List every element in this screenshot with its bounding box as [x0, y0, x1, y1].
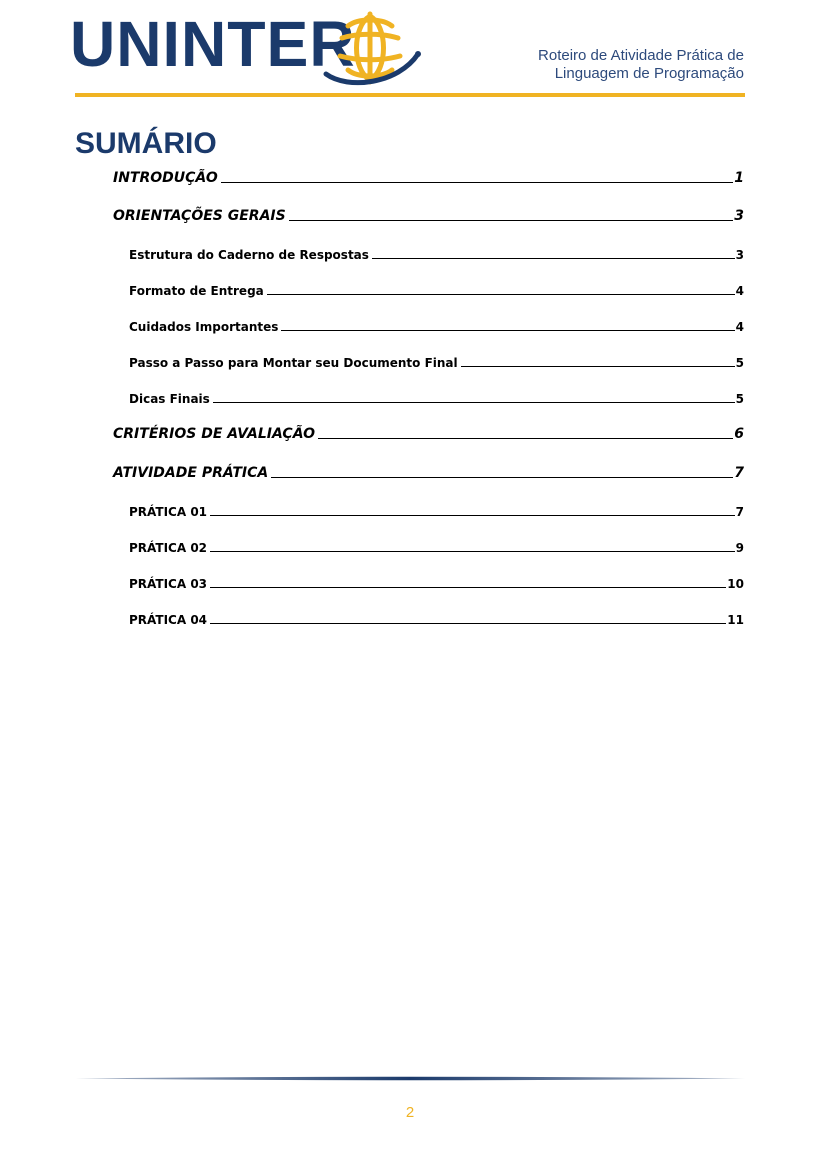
toc-leader-line — [210, 622, 726, 624]
toc-entry-label: PRÁTICA 01 — [129, 505, 208, 519]
toc-entry-label: CRITÉRIOS DE AVALIAÇÃO — [113, 426, 316, 442]
toc-entry-label: ORIENTAÇÕES GERAIS — [113, 208, 286, 224]
header-divider — [75, 93, 745, 97]
toc-entry-label: Formato de Entrega — [129, 284, 264, 298]
toc-leader-line — [213, 401, 735, 403]
toc-entry-page: 7 — [735, 505, 744, 519]
toc-entry-estrutura-caderno[interactable] — [129, 248, 744, 262]
globe-grid-icon — [318, 8, 422, 88]
toc-entry-page: 7 — [734, 465, 744, 481]
toc-leader-line — [289, 219, 734, 221]
document-title — [538, 47, 744, 83]
toc-entry-atividade-pratica[interactable] — [113, 465, 744, 481]
toc-entry-page: 3 — [735, 248, 744, 262]
toc-leader-line — [271, 476, 733, 478]
toc-entry-pratica-01[interactable] — [129, 505, 744, 519]
toc-leader-line — [221, 181, 734, 183]
toc-leader-line — [267, 293, 735, 295]
toc-entry-pratica-03[interactable] — [129, 577, 744, 591]
toc-entry-cuidados-importantes[interactable] — [129, 320, 744, 334]
page-header — [0, 0, 820, 100]
toc-entry-page: 11 — [727, 613, 744, 627]
toc-entry-introducao[interactable] — [113, 170, 744, 186]
page-number: 2 — [405, 1104, 415, 1121]
document-title-line-1: Roteiro de Atividade Prática de — [538, 47, 744, 64]
toc-leader-line — [372, 257, 735, 259]
toc-entry-passo-a-passo[interactable] — [129, 356, 744, 370]
toc-entry-page: 5 — [735, 392, 744, 406]
toc-entry-label: Passo a Passo para Montar seu Documento Final — [129, 356, 458, 370]
toc-leader-line — [210, 550, 735, 552]
toc-entry-page: 5 — [735, 356, 744, 370]
toc-entry-orientacoes-gerais[interactable] — [113, 208, 744, 224]
toc-entry-dicas-finais[interactable] — [129, 392, 744, 406]
toc-leader-line — [210, 514, 735, 516]
toc-entry-label: Dicas Finais — [129, 392, 210, 406]
toc-heading: SUMÁRIO — [75, 127, 217, 160]
document-title-line-2: Linguagem de Programação — [554, 65, 744, 82]
uninter-logo-text: UNINTER — [70, 8, 356, 80]
toc-entry-label: ATIVIDADE PRÁTICA — [113, 465, 269, 481]
toc-entry-label: INTRODUÇÃO — [113, 170, 218, 186]
toc-entry-pratica-02[interactable] — [129, 541, 744, 555]
toc-entry-label: PRÁTICA 04 — [129, 613, 208, 627]
toc-leader-line — [210, 586, 726, 588]
toc-leader-line — [281, 329, 734, 331]
toc-entry-label: PRÁTICA 02 — [129, 541, 208, 555]
toc-entry-label: Cuidados Importantes — [129, 320, 279, 334]
toc-entry-page: 6 — [734, 426, 744, 442]
toc-entry-page: 9 — [735, 541, 744, 555]
toc-entry-pratica-04[interactable] — [129, 613, 744, 627]
toc-entry-formato-entrega[interactable] — [129, 284, 744, 298]
toc-entry-page: 3 — [734, 208, 744, 224]
toc-entry-criterios-avaliacao[interactable] — [113, 426, 744, 442]
footer-divider — [75, 1076, 745, 1081]
toc-entry-page: 4 — [735, 320, 744, 334]
toc-entry-label: Estrutura do Caderno de Respostas — [129, 248, 369, 262]
toc-entry-label: PRÁTICA 03 — [129, 577, 208, 591]
toc-leader-line — [318, 437, 733, 439]
toc-entry-page: 10 — [727, 577, 744, 591]
toc-leader-line — [461, 365, 735, 367]
toc-entry-page: 1 — [734, 170, 744, 186]
toc-entry-page: 4 — [735, 284, 744, 298]
